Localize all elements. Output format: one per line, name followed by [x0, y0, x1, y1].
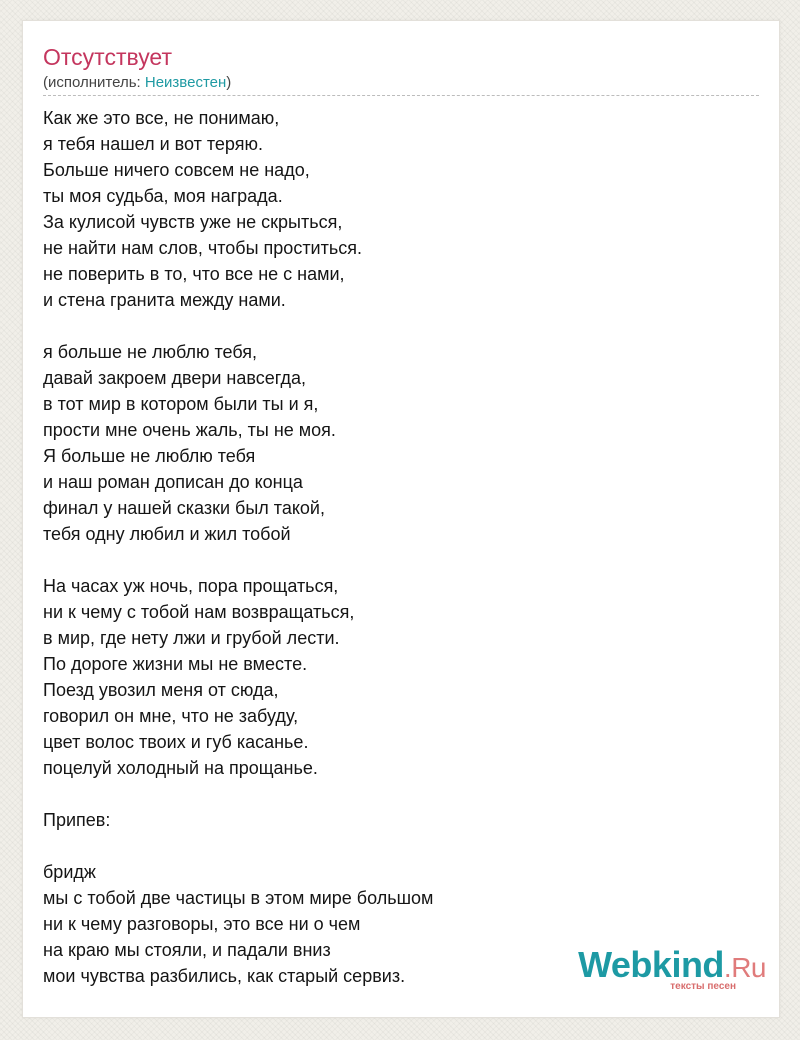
watermark-brand-tld: .Ru [723, 952, 766, 983]
artist-link[interactable]: Неизвестен [144, 74, 227, 91]
lyrics-blank-line [43, 833, 433, 859]
lyrics-line: Больше ничего совсем не надо, [43, 160, 310, 180]
lyrics-line: прости мне очень жаль, ты не моя. [43, 420, 336, 440]
lyrics-line: Как же это все, не понимаю, [43, 108, 280, 128]
lyrics-line: давай закроем двери навсегда, [43, 368, 307, 388]
lyrics-blank-line [43, 781, 433, 807]
lyrics-line: я тебя нашел и вот теряю. [43, 134, 263, 154]
artist-suffix: ) [226, 74, 232, 91]
lyrics-line: говорил он мне, что не забуду, [43, 706, 299, 726]
watermark-tagline: тексты песен [670, 981, 736, 992]
lyrics-line: и стена гранита между нами. [43, 290, 286, 310]
lyrics-line: ни к чему с тобой нам возвращаться, [43, 602, 355, 622]
lyrics-line: финал у нашей сказки был такой, [43, 498, 325, 518]
watermark-logo[interactable] [572, 945, 772, 993]
lyrics-line: мои чувства разбились, как старый сервиз. [43, 966, 406, 986]
lyrics-line: За кулисой чувств уже не скрыться, [43, 212, 343, 232]
lyrics-line: Поезд увозил меня от сюда, [43, 680, 279, 700]
artist-line [43, 73, 231, 93]
artist-prefix: (исполнитель: [43, 74, 145, 91]
lyrics-line: На часах уж ночь, пора прощаться, [43, 576, 339, 596]
lyrics-blank-line [43, 547, 433, 573]
lyrics-line: на краю мы стояли, и падали вниз [43, 940, 331, 960]
song-title: Отсутствует [43, 44, 172, 70]
lyrics-sheet [22, 20, 780, 1018]
watermark-brand-name: Webkind [578, 944, 724, 985]
lyrics-line: в тот мир в котором были ты и я, [43, 394, 319, 414]
lyrics-line: цвет волос твоих и губ касанье. [43, 732, 309, 752]
lyrics-line: не найти нам слов, чтобы проститься. [43, 238, 362, 258]
lyrics-line: ни к чему разговоры, это все ни о чем [43, 914, 361, 934]
lyrics-line: не поверить в то, что все не с нами, [43, 264, 345, 284]
lyrics-line: Припев: [43, 810, 111, 830]
lyrics-line: поцелуй холодный на прощанье. [43, 758, 318, 778]
dashed-divider [43, 95, 759, 96]
lyrics-blank-line [43, 313, 433, 339]
lyrics-line: Я больше не люблю тебя [43, 446, 256, 466]
lyrics-line: тебя одну любил и жил тобой [43, 524, 291, 544]
lyrics-line: ты моя судьба, моя награда. [43, 186, 283, 206]
lyrics-line: бридж [43, 862, 96, 882]
lyrics-text [43, 105, 433, 989]
lyrics-line: я больше не люблю тебя, [43, 342, 257, 362]
lyrics-line: мы с тобой две частицы в этом мире большом [43, 888, 434, 908]
lyrics-line: По дороге жизни мы не вместе. [43, 654, 308, 674]
lyrics-line: и наш роман дописан до конца [43, 472, 303, 492]
lyrics-line: в мир, где нету лжи и грубой лести. [43, 628, 340, 648]
